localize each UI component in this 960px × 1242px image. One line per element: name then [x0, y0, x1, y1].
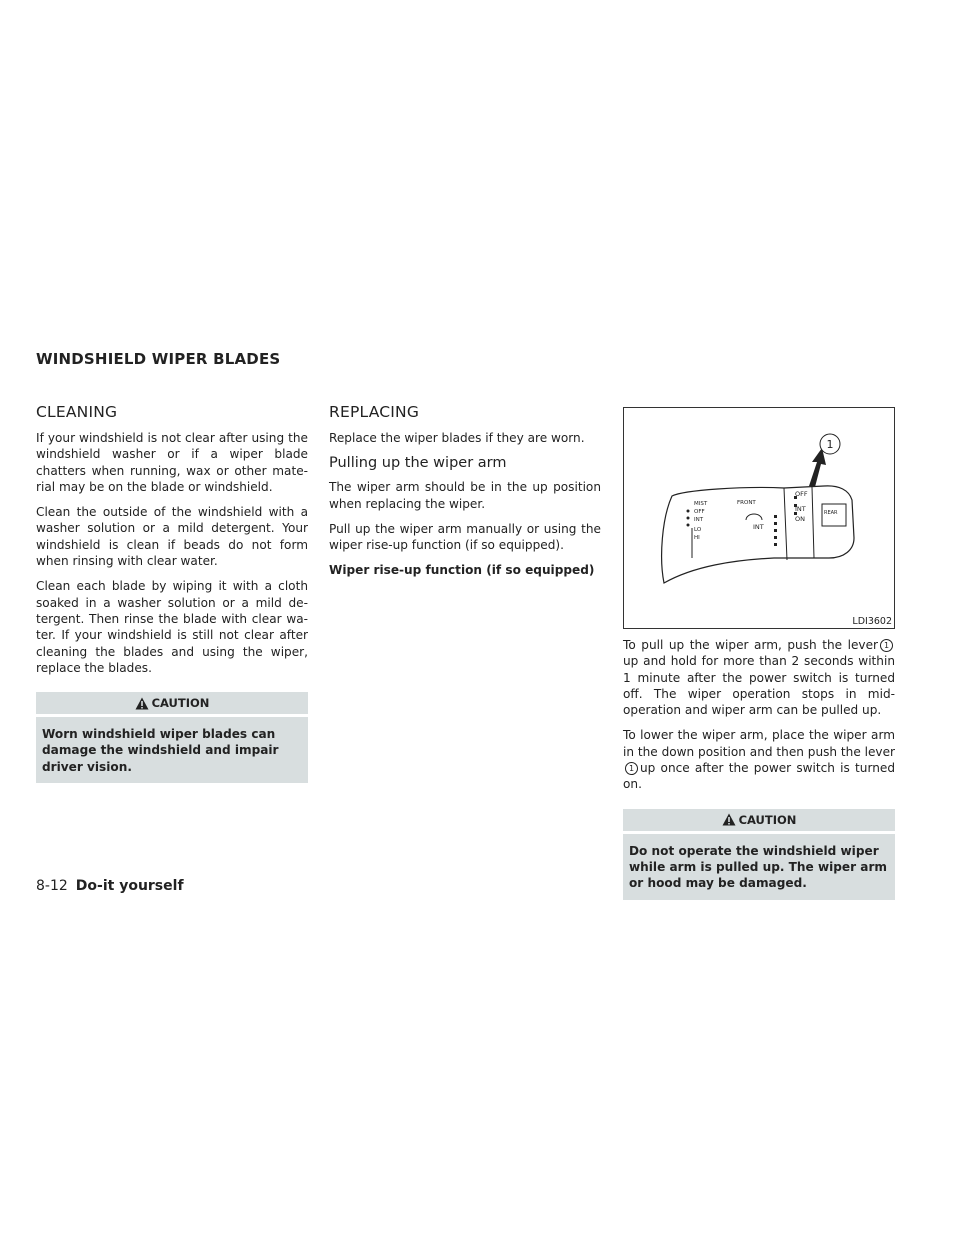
label-rear-on: ON: [795, 515, 805, 523]
caution-text-2: Do not operate the windshield wiper while arm is pulled up. The wiper arm or hood may be damaged.: [629, 843, 888, 891]
wiper-lever-illustration: [624, 408, 894, 628]
figure-paragraph-2a: To lower the wiper arm, place the wiper arm in the down position and then push the lever: [623, 728, 895, 759]
column-replacing: [329, 400, 601, 588]
label-hi: HI: [694, 535, 700, 541]
caution-box-1: [36, 692, 308, 783]
caution-header: [36, 692, 308, 717]
figure-paragraph-1b: up and hold for more than 2 seconds within 1 minute after the power switch is turned off. The wiper operation stops in mid-operation and wiper arm can be pulled up.: [623, 654, 895, 718]
figure-paragraph-2b: up once after the power switch is turned on.: [623, 761, 895, 792]
caution-box-2: [623, 809, 895, 900]
cleaning-heading: CLEANING: [36, 403, 118, 421]
warning-icon: [135, 697, 149, 710]
label-front: FRONT: [737, 500, 756, 506]
rise-up-function-label: Wiper rise-up function (if so equipped): [329, 563, 595, 578]
caution-text: Worn windshield wiper blades can damage the windshield and impair driver vision.: [42, 727, 279, 774]
cleaning-paragraph-2: Clean the outside of the windshield with a washer solution or a mild detergent. Your windshield is clean if beads do not form when rinsing with clear water.: [36, 505, 308, 569]
replacing-heading: REPLACING: [329, 403, 420, 421]
figure-paragraph-1a: To pull up the wiper arm, push the lever: [623, 638, 878, 652]
page-footer: [36, 878, 184, 894]
label-rear-int: INT: [795, 505, 806, 513]
label-front-int: INT: [753, 523, 764, 531]
page-number: 8-12: [36, 878, 68, 894]
caution-label-2: CAUTION: [738, 812, 797, 827]
caution-header-2: [623, 809, 895, 834]
cleaning-paragraph-1: If your windshield is not clear after using the windshield washer or if a wiper blade chatters when running, wax or other mate-rial may be on the blade or windshield.: [36, 431, 308, 494]
cleaning-paragraph-3: Clean each blade by wiping it with a cloth soaked in a washer solution or a mild de-tergent. Then rinse the blade with clear wa-ter. If your windshield is still not clear after cleaning the blades and using the wiper, replace the blades.: [36, 579, 308, 675]
figure-paragraph-1: [623, 637, 895, 718]
caution-label: CAUTION: [151, 696, 210, 711]
label-rear: REAR: [824, 510, 838, 516]
label-off: OFF: [694, 509, 705, 515]
lever-callout-1: 1: [880, 639, 893, 652]
footer-section-title: Do-it yourself: [75, 878, 184, 894]
column-figure: [623, 400, 895, 900]
lever-callout-2: 1: [625, 762, 638, 775]
figure-callout-number: 1: [826, 438, 834, 451]
figure-id-label: LDI3602: [852, 616, 892, 627]
wiper-lever-figure: [623, 407, 895, 629]
label-rear-off: OFF: [795, 490, 808, 498]
replacing-paragraph-2: The wiper arm should be in the up position when replacing the wiper.: [329, 480, 601, 511]
replacing-paragraph-1: Replace the wiper blades if they are worn.: [329, 431, 585, 445]
warning-icon: [722, 813, 736, 826]
replacing-paragraph-3: Pull up the wiper arm manually or using the wiper rise-up function (if so equipped).: [329, 521, 601, 553]
label-int: INT: [694, 517, 704, 523]
pulling-up-subheading: Pulling up the wiper arm: [329, 455, 507, 472]
label-mist: MIST: [694, 501, 708, 507]
column-cleaning: [36, 400, 308, 783]
section-title: WINDSHIELD WIPER BLADES: [36, 350, 281, 368]
label-lo: LO: [694, 527, 702, 533]
figure-paragraph-2: [623, 727, 895, 792]
